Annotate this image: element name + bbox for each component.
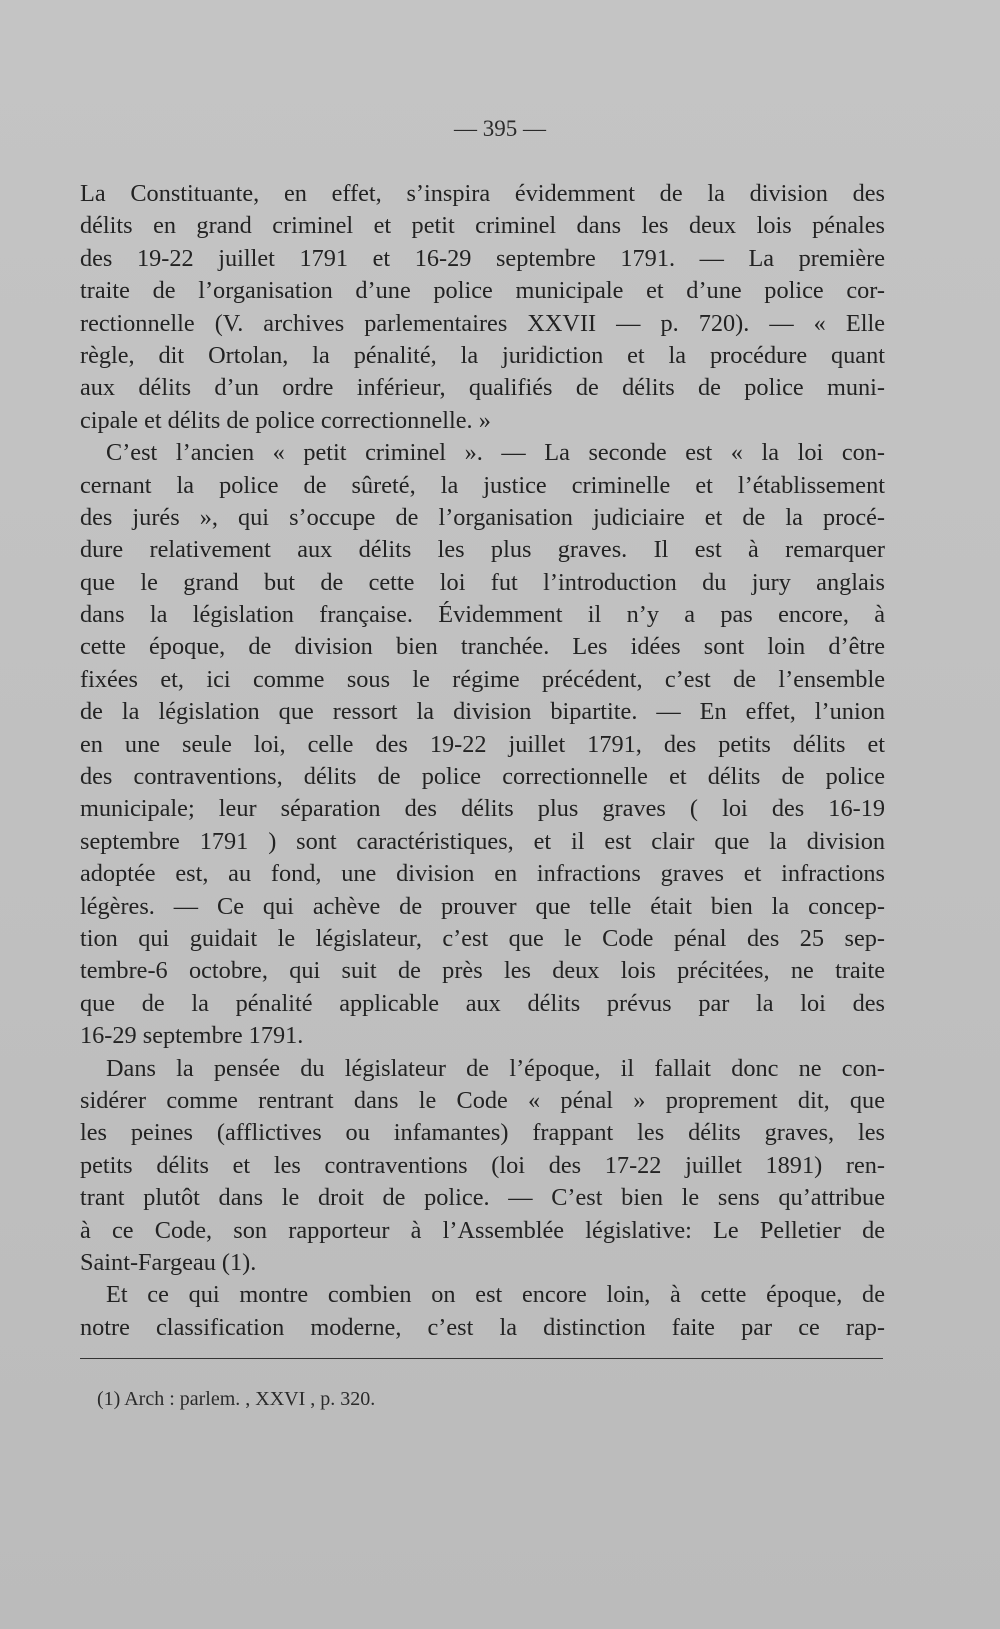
text-line: Dans la pensée du législateur de l’époque, il fallait donc ne con- xyxy=(106,1054,885,1082)
text-line: traite de l’organisation d’une police municipale et d’une police cor- xyxy=(80,277,885,305)
text-line: en une seule loi, celle des 19-22 juillet 1791, des petits délits et xyxy=(80,730,885,758)
text-line: des jurés », qui s’occupe de l’organisation judiciaire et de la procé- xyxy=(80,503,885,531)
text-line: de la législation que ressort la division bipartite. — En effet, l’union xyxy=(80,698,885,726)
text-line: cipale et délits de police correctionnelle. » xyxy=(80,406,491,434)
text-line: petits délits et les contraventions (loi des 17-22 juillet 1891) ren- xyxy=(80,1151,885,1179)
text-line: les peines (afflictives ou infamantes) frappant les délits graves, les xyxy=(80,1119,885,1147)
text-line: tembre-6 octobre, qui suit de près les deux lois précitées, ne traite xyxy=(80,957,885,985)
text-line: La Constituante, en effet, s’inspira évidemment de la division des xyxy=(80,180,885,207)
text-line: cernant la police de sûreté, la justice criminelle et l’établissement xyxy=(80,471,885,499)
text-line: que le grand but de cette loi fut l’introduction du jury anglais xyxy=(80,568,885,596)
text-line: que de la pénalité applicable aux délits prévus par la loi des xyxy=(80,989,885,1017)
text-line: dans la législation française. Évidemment il n’y a pas encore, à xyxy=(80,601,885,629)
text-line: 16-29 septembre 1791. xyxy=(80,1022,304,1050)
text-line: Saint-Fargeau (1). xyxy=(80,1248,257,1276)
text-line: adoptée est, au fond, une division en infractions graves et infractions xyxy=(80,860,885,888)
text-line: sidérer comme rentrant dans le Code « pénal » proprement dit, que xyxy=(80,1086,885,1114)
text-line: Et ce qui montre combien on est encore loin, à cette époque, de xyxy=(106,1281,885,1309)
text-line: des 19-22 juillet 1791 et 16-29 septembre 1791. — La première xyxy=(80,244,885,272)
footnote-rule xyxy=(80,1358,883,1359)
text-line: cette époque, de division bien tranchée. Les idées sont loin d’être xyxy=(80,633,885,661)
text-line: trant plutôt dans le droit de police. — C’est bien le sens qu’attribue xyxy=(80,1184,885,1212)
page-number: — 395 — xyxy=(454,116,546,141)
text-line: délits en grand criminel et petit criminel dans les deux lois pénales xyxy=(80,212,885,240)
text-line: municipale; leur séparation des délits plus graves ( loi des 16-19 xyxy=(80,795,885,823)
text-line: tion qui guidait le législateur, c’est que le Code pénal des 25 sep- xyxy=(80,924,885,952)
text-line: à ce Code, son rapporteur à l’Assemblée législative: Le Pelletier de xyxy=(80,1216,885,1244)
footnote: (1) Arch : parlem. , XXVI , p. 320. xyxy=(97,1388,376,1410)
text-line: légères. — Ce qui achève de prouver que telle était bien la concep- xyxy=(80,892,885,920)
text-line: aux délits d’un ordre inférieur, qualifiés de délits de police muni- xyxy=(80,374,885,402)
text-line: rectionnelle (V. archives parlementaires XXVII — p. 720). — « Elle xyxy=(80,309,885,337)
text-line: C’est l’ancien « petit criminel ». — La seconde est « la loi con- xyxy=(106,439,885,467)
text-line: fixées et, ici comme sous le régime précédent, c’est de l’ensemble xyxy=(80,665,885,693)
text-line: dure relativement aux délits les plus graves. Il est à remarquer xyxy=(80,536,885,564)
text-line: septembre 1791 ) sont caractéristiques, et il est clair que la division xyxy=(80,827,885,855)
text-line: des contraventions, délits de police correctionnelle et délits de police xyxy=(80,763,885,791)
text-line: notre classification moderne, c’est la distinction faite par ce rap- xyxy=(80,1313,885,1341)
body-text xyxy=(80,178,885,1344)
text-line: règle, dit Ortolan, la pénalité, la juridiction et la procédure quant xyxy=(80,341,885,369)
